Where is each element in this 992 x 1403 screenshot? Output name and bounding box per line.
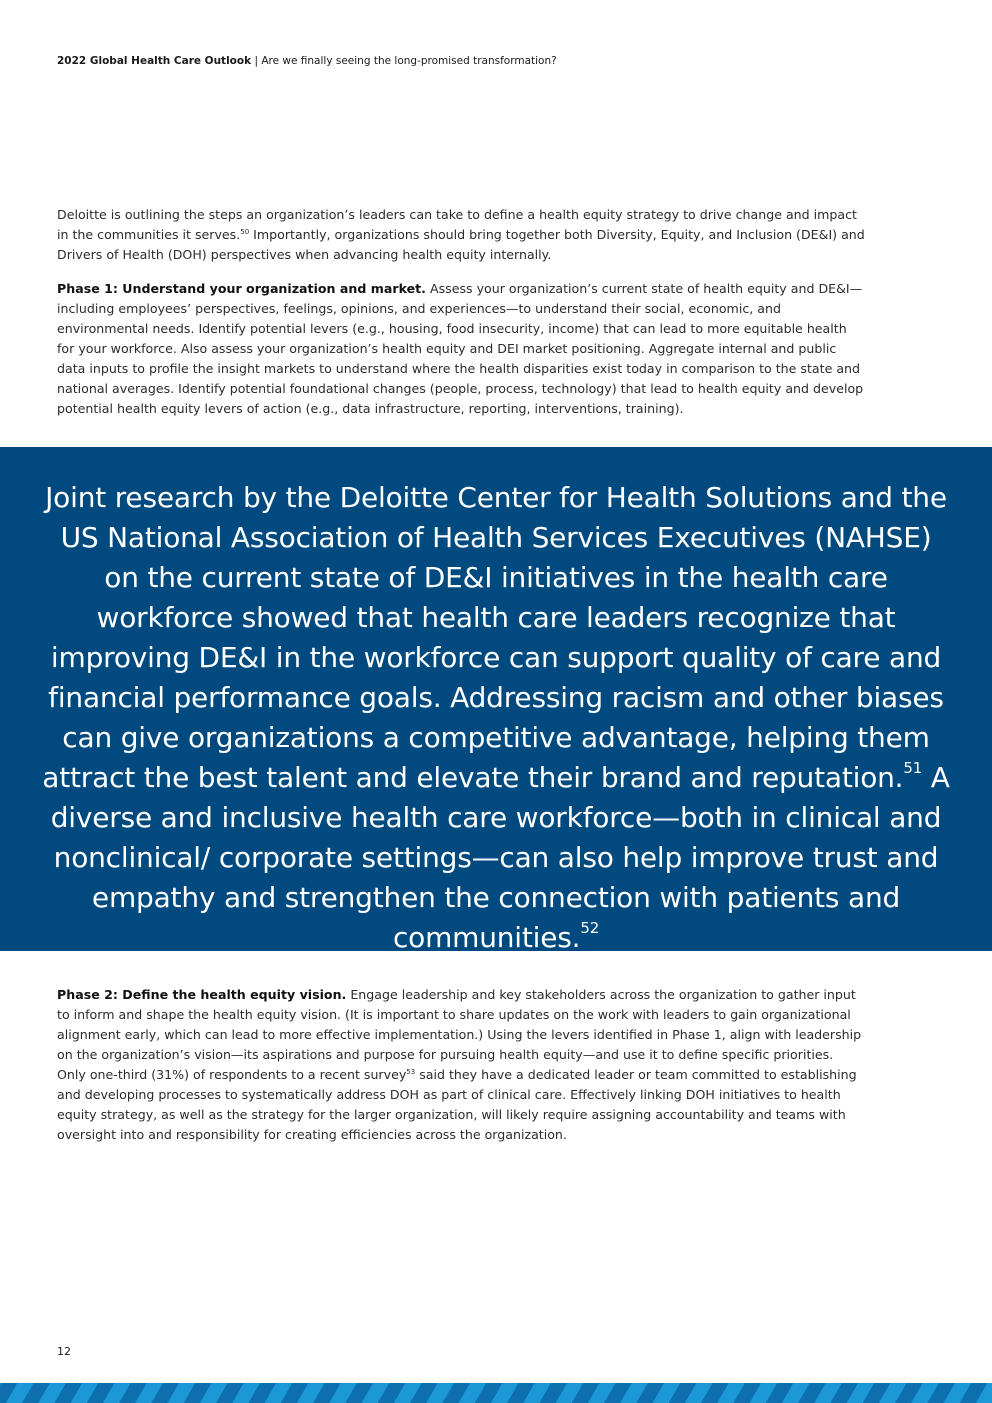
pull-quote [40,478,952,958]
footer-stripe-bar [0,1383,992,1403]
intro-text-part-2: Importantly, organizations should bring together both Diversity, Equity, and Inclusion (DE&I) and Drivers of Health (DOH) perspectives when advancing health equity internally. [57,227,865,262]
report-subtitle: Are we finally seeing the long-promised transformation? [261,55,557,67]
phase-1-paragraph [57,279,865,419]
pull-quote-text-part-2: A diverse and inclusive health care workforce—both in clinical and nonclinical/ corporate settings—can also help improve trust and empathy and strengthen the connection with patients and communities. [50,761,950,954]
report-title: 2022 Global Health Care Outlook [57,55,252,67]
phase-2-paragraph [57,985,865,1145]
running-header [57,53,557,69]
phase-2-text-part-1: Engage leadership and key stakeholders across the organization to gather input to inform and shape the health equity vision. (It is important to share updates on the work with leaders to gain organizational alignment early, which can lead to more effective implementation.) Using the levers identified in Phase 1, align with leadership on the organization’s vision—its aspirations and purpose for pursuing health equity—and use it to define specific priorities. Only one-third (31%) of respondents to a recent survey [57,987,862,1082]
phase-2-text-part-2: said they have a dedicated leader or team committed to establishing and developing processes to systematically address DOH as part of clinical care. Effectively linking DOH initiatives to health equity strategy, as well as the strategy for the larger organization, will likely require assigning accountability and teams with oversight into and responsibility for creating efficiencies across the organization. [57,1067,857,1142]
page-number: 12 [57,1345,71,1358]
intro-paragraph [57,205,865,265]
phase-1-text: Assess your organization’s current state of health equity and DE&I—including employees’ perspectives, feelings, opinions, and experiences—to understand their social, economic, and environmental needs. Identify potential levers (e.g., housing, food insecurity, income) that can lead to more equitable health for your workforce. Also assess your organization’s health equity and DEI market positioning. Aggregate internal and public data inputs to profile the insight markets to understand where the health disparities exist today in comparison to the state and national averages. Identify potential foundational changes (people, process, technology) that lead to health equity and develop potential health equity levers of action (e.g., data infrastructure, reporting, interventions, training). [57,281,864,416]
footnote-ref-53[interactable]: 53 [406,1068,416,1076]
pull-quote-text-part-1: Joint research by the Deloitte Center for Health Solutions and the US National Association of Health Services Executives (NAHSE) on the current state of DE&I initiatives in the health care workforce showed that health care leaders recognize that improving DE&I in the workforce can support quality of care and financial performance goals. Addressing racism and other biases can give organizations a competitive advantage, helping them attract the best talent and elevate their brand and reputation. [42,481,947,794]
footnote-ref-50[interactable]: 50 [240,228,250,236]
phase-1-heading: Phase 1: Understand your organization and market. [57,281,426,296]
footnote-ref-51[interactable]: 51 [903,759,923,777]
phase-2-heading: Phase 2: Define the health equity vision. [57,987,347,1002]
footnote-ref-52[interactable]: 52 [580,919,600,937]
header-separator: | [254,55,258,67]
intro-text-part-1: Deloitte is outlining the steps an organization’s leaders can take to define a health equity strategy to drive change and impact in the communities it serves. [57,207,857,242]
